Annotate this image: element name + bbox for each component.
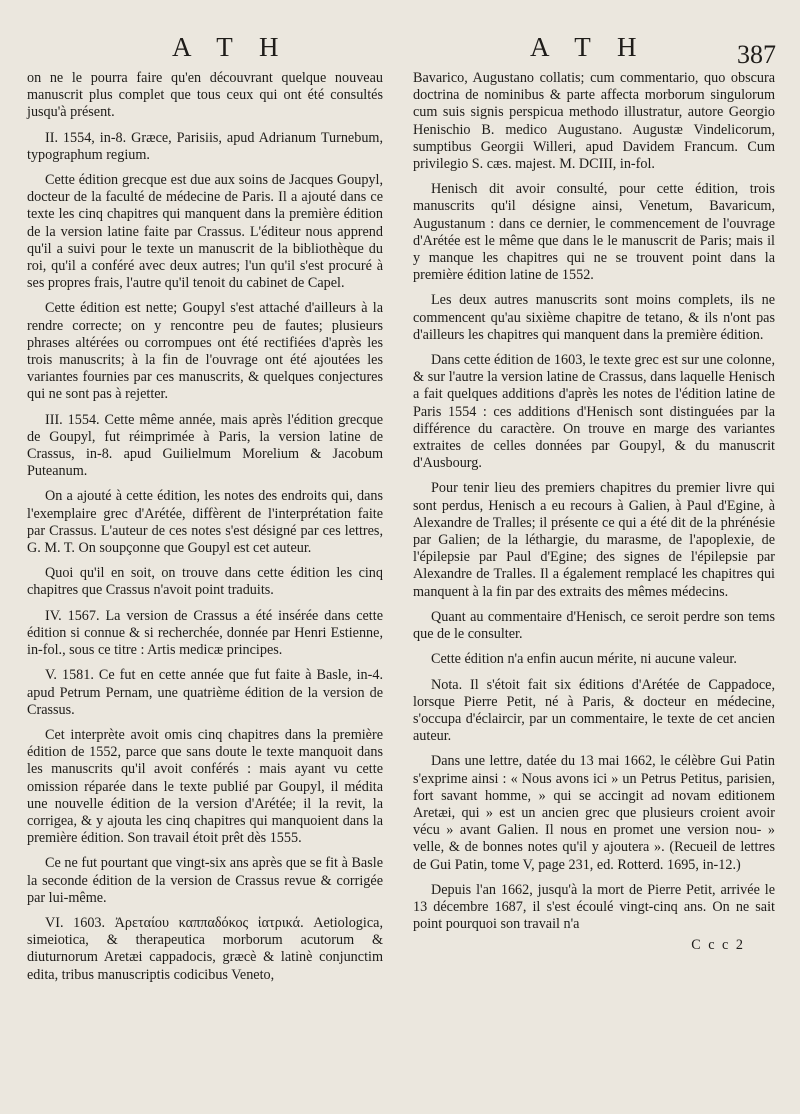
paragraph: Dans une lettre, datée du 13 mai 1662, le célèbre Gui Patin s'exprime ainsi : « Nous avons ici » un Petrus Petitus, parisien, fort savant homme, » qui se accingit ad novam editionem Aretæi, qui » est un ancien grec que plusieurs croient avoir vécu » avant Galien. Il nous en promet une version nou- » velle, & de bonnes notes qu'il y ajoutera ». (Recueil de lettres de Gui Patin, tome V, page 231, ed. Rotterd. 1695, in-12.)	[413, 753, 775, 873]
paragraph: Pour tenir lieu des premiers chapitres du premier livre qui sont perdus, Henisch a eu recours à Galien, à Paul d'Egine, à Alexandre de Tralles; il présente ce qui a été dit de la phrénésie par Galien; de la léthargie, du marasme, de l'apoplexie, de l'épilepsie par Paul d'Egine; des signes de l'épilepsie par Alexandre de Tralles. Il a également remplacé les chapitres qui manquent à la fin par des extraits des mêmes médecins.	[413, 480, 775, 600]
paragraph: On a ajouté à cette édition, les notes des endroits qui, dans l'exemplaire grec d'Arétée, diffèrent de l'interprétation faite par Crassus. L'auteur de ces notes s'est désigné par ces lettres, G. M. T. On soupçonne que Goupyl est cet auteur.	[27, 488, 383, 557]
running-head-right: A T H	[530, 32, 647, 62]
paragraph: Bavarico, Augustano collatis; cum commentario, quo obscura doctrina de nominibus & parte affecta morborum singulorum cum suis signis perspicua methodo illustratur, autore Georgio Henischio B. medico Augustano. Augustæ Vindelicorum, sumptibus Georgii Willeri, apud Davidem Francum. Cum privilegio S. cæs. majest. M. DCIII, in-fol.	[413, 70, 775, 173]
paragraph: Henisch dit avoir consulté, pour cette édition, trois manuscrits qu'il désigne ainsi, Venetum, Bavaricum, Augustanum : dans ce dernier, le commencement de l'ouvrage d'Arétée est le même que dans le le manuscrit de Paris; mais il y manque les chapitres qui ne se trouvent point dans la première édition latine de 1552.	[413, 181, 775, 284]
left-column	[27, 70, 383, 992]
paragraph: VI. 1603. Ἀρεταίου καππαδόκος ἰατρικά. Aetiologica, simeiotica, & therapeutica morborum acutorum & diuturnorum Aretæi cappadocis, græcè & latinè conjunctim edita, tribus manuscriptis codicibus Veneto,	[27, 914, 383, 983]
paragraph: Cet interprète avoit omis cinq chapitres dans la première édition de 1552, parce que sans doute le texte manquoit dans les manuscrits qu'il avoit conférés : mais ayant vu cette omission réparée dans le texte publié par Goupyl, il médita une nouvelle édition de la version d'Arétée; il la revit, la corrigea, & y ajouta les cinq chapitres qui manquoient dans la première édition. Son travail étoit prêt dès 1555.	[27, 726, 383, 847]
paragraph: Quoi qu'il en soit, on trouve dans cette édition les cinq chapitres que Crassus n'avoit point traduits.	[27, 565, 383, 599]
paragraph: Nota. Il s'étoit fait six éditions d'Arétée de Cappadoce, lorsque Pierre Petit, né à Paris, & docteur en médecine, s'occupa d'éclaircir, par un commentaire, le texte de cet ancien auteur.	[413, 676, 775, 745]
paragraph: on ne le pourra faire qu'en découvrant quelque nouveau manuscrit plus complet que tous ceux qui ont été consultés jusqu'à présent.	[27, 70, 383, 121]
paragraph: III. 1554. Cette même année, mais après l'édition grecque de Goupyl, fut réimprimée à Paris, la version latine de Crassus, in-8. apud Guilielmum Morelium & Jacobum Puteanum.	[27, 411, 383, 480]
paragraph: II. 1554, in-8. Græce, Parisiis, apud Adrianum Turnebum, typographum regium.	[27, 129, 383, 163]
right-column	[413, 70, 775, 963]
running-head-left: A T H	[172, 32, 289, 62]
paragraph: IV. 1567. La version de Crassus a été insérée dans cette édition si connue & si recherchée, donnée par Henri Estienne, in-fol., sous ce titre : Artis medicæ principes.	[27, 607, 383, 659]
paragraph: Cette édition est nette; Goupyl s'est attaché d'ailleurs à la rendre correcte; on y rencontre peu de fautes; plusieurs phrases altérées ou corrompues ont été rectifiées d'après les trois manuscrits; à la fin de l'ouvrage ont été ajoutées les variantes fournies par ces manuscrits, & quelques conjectures qui ne sont pas à rejetter.	[27, 300, 383, 403]
page-number: 387	[737, 40, 776, 69]
paragraph: Cette édition grecque est due aux soins de Jacques Goupyl, docteur de la faculté de médecine de Paris. Il a ajouté dans ce texte les cinq chapitres qui manquent dans la première édition de la version latine faite par Crassus. L'éditeur nous apprend qu'il a suivi pour le texte un manuscrit de la bibliothèque du roi, qu'il a conféré avec deux autres; l'un qu'il s'est procuré à ses propres frais, l'autre qu'il tenoit du cabinet de Capel.	[27, 172, 383, 292]
paragraph: Les deux autres manuscrits sont moins complets, ils ne commencent qu'au sixième chapitre de tetano, & ils n'ont pas d'ailleurs les chapitres qui manquent dans la première édition.	[413, 292, 775, 343]
paragraph: Cette édition n'a enfin aucun mérite, ni aucune valeur.	[431, 651, 737, 668]
paragraph: Ce ne fut pourtant que vingt-six ans après que se fit à Basle la seconde édition de la version de Crassus revue & corrigée par lui-même.	[27, 855, 383, 906]
paragraph: Depuis l'an 1662, jusqu'à la mort de Pierre Petit, arrivée le 13 décembre 1687, il s'est écoulé vingt-cinq ans. On ne sait point pourquoi son travail n'a	[413, 881, 775, 933]
paragraph: Dans cette édition de 1603, le texte grec est sur une colonne, & sur l'autre la version latine de Crassus, dans laquelle Henisch a fait quelques additions d'après les notes de l'édition latine de Paris 1554 : ces additions d'Henisch sont distinguées par la différence du caractère. On trouve en marge des variantes extraites de celles données par Goupyl, & du manuscrit d'Ausbourg.	[413, 352, 775, 472]
paragraph: V. 1581. Ce fut en cette année que fut faite à Basle, in-4. apud Petrum Pernam, une quatrième édition de la version de Crassus.	[27, 667, 383, 718]
paragraph: Quant au commentaire d'Henisch, ce seroit perdre son tems que de le consulter.	[413, 608, 775, 643]
signature-mark: C c c 2	[691, 937, 745, 954]
